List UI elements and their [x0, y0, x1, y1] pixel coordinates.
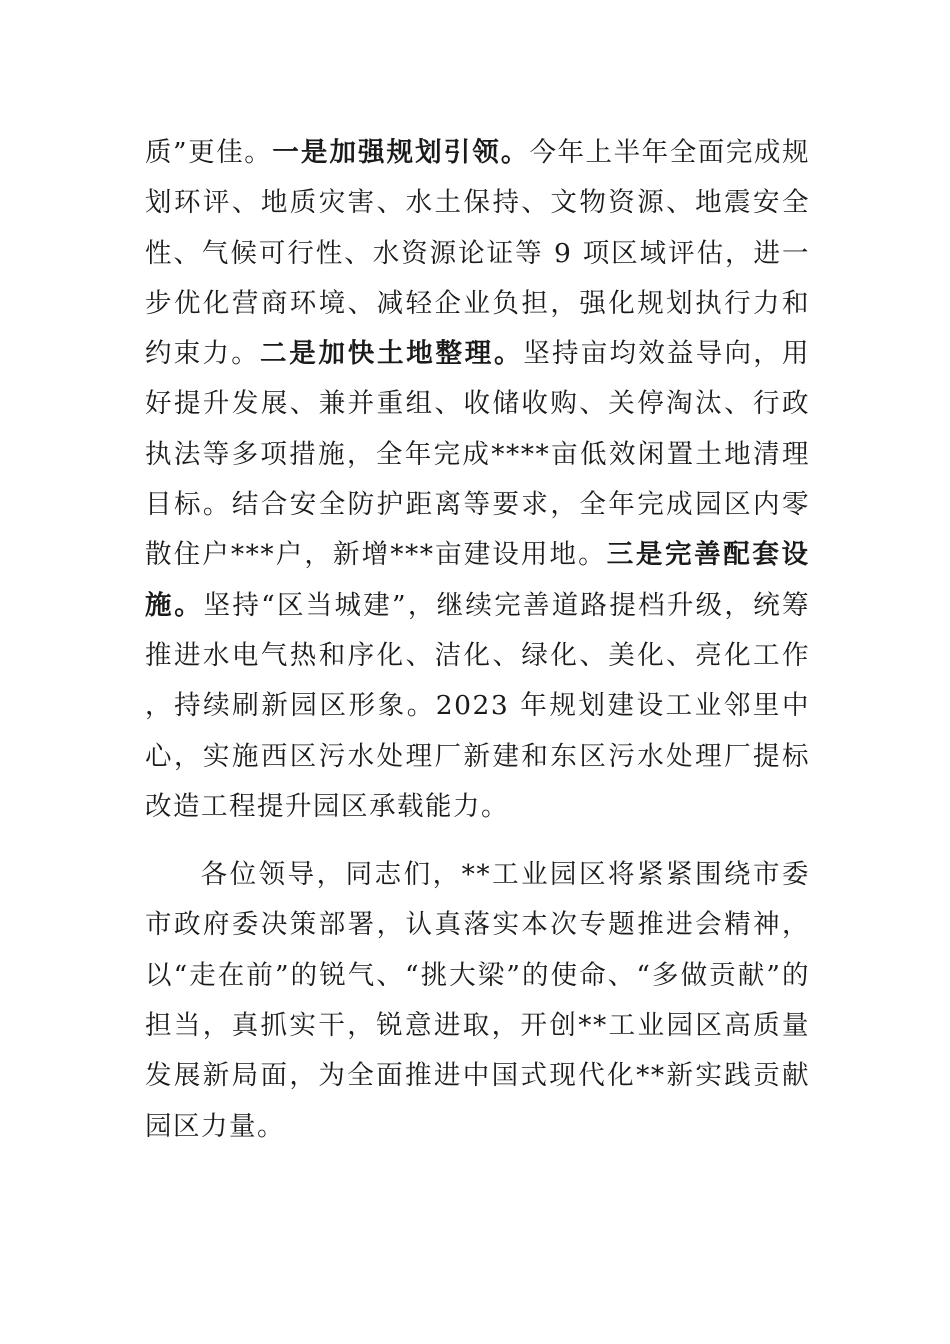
heading-land: 二是加快土地整理。 [260, 338, 524, 370]
paragraph-measures [145, 128, 810, 832]
paragraph-closing: 各位领导，同志们，**工业园区将紧紧围绕市委市政府委决策部署，认真落实本次专题推进会精神，以“走在前”的锐气、“挑大梁”的使命、“多做贡献”的担当，真抓实干，锐意进取，开创**工业园区高质量发展新局面，为全面推进中国式现代化**新实践贡献园区力量。 [145, 859, 810, 1142]
text-segment: 坚持“区当城建”，继续完善道路提档升级，统筹推进水电气热和序化、洁化、绿化、美化、亮化工作，持续刷新园区形象。2023 年规划建设工业邻里中心，实施西区污水处理厂新建和东区污水处理厂提标改造工程提升园区承载能力。 [145, 589, 810, 822]
heading-facilities: 三是完善配套设施。 [145, 539, 811, 621]
text-segment: 坚持亩均效益导向，用好提升发展、兼并重组、收储收购、关停淘汰、行政执法等多项措施，全年完成****亩低效闲置土地清理目标。结合安全防护距离等要求，全年完成园区内零散住户***户，新增***亩建设用地。 [145, 338, 810, 571]
document-body [145, 128, 810, 1152]
text-segment: 质”更佳。 [145, 137, 273, 168]
heading-planning: 一是加强规划引领。 [272, 137, 530, 168]
text-segment: 今年上半年全面完成规划环评、地质灾害、水土保持、文物资源、地震安全性、气候可行性、水资源论证等 9 项区域评估，进一步优化营商环境、减轻企业负担，强化规划执行力和约束力。 [145, 137, 810, 370]
